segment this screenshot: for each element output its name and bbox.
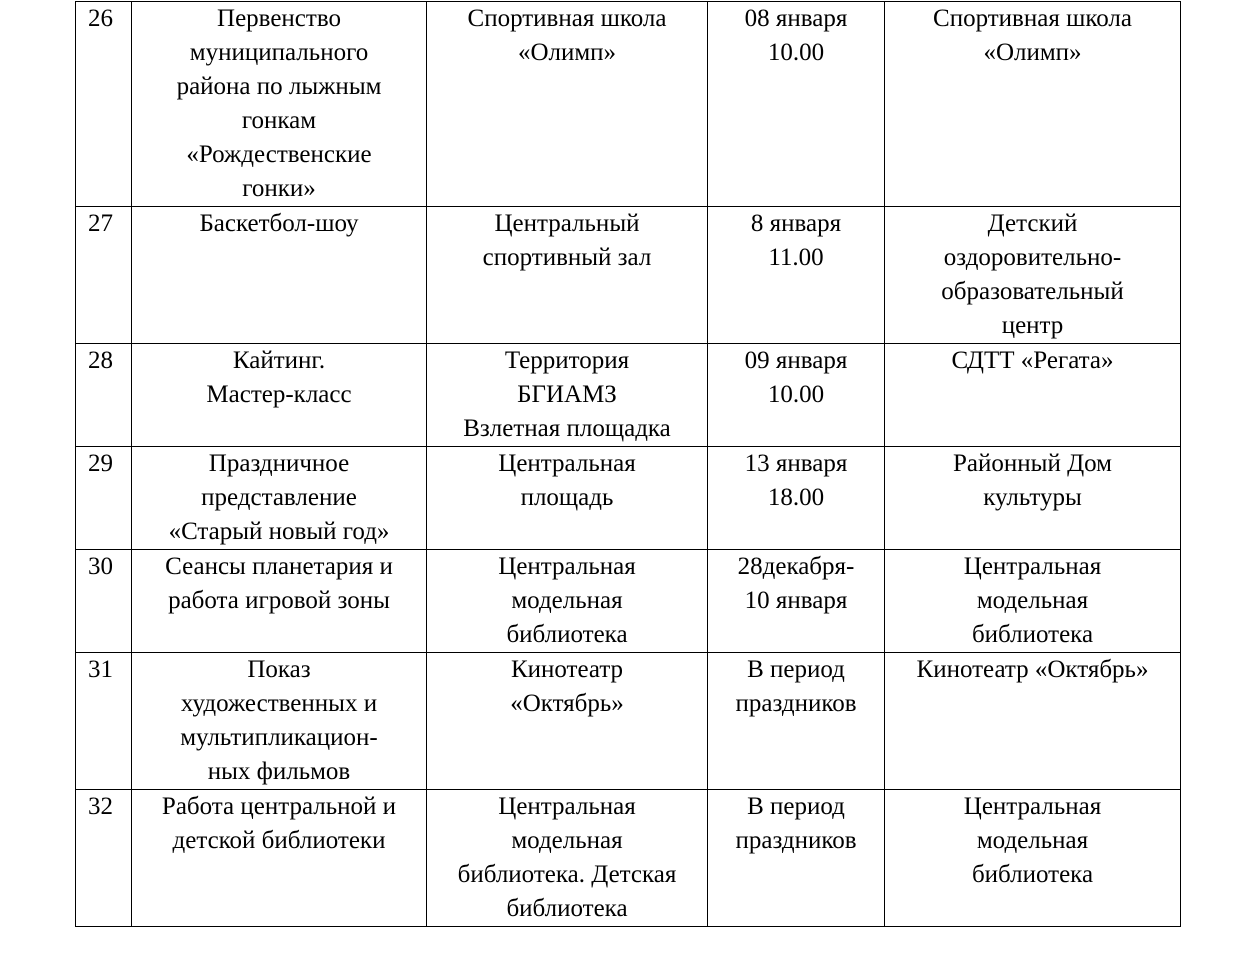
row-number: 28 [76, 344, 132, 447]
table-row [76, 550, 1181, 653]
event-name: Сеансы планетария и работа игровой зоны [132, 550, 427, 653]
table-row [76, 790, 1181, 927]
row-number: 27 [76, 207, 132, 344]
event-name: Кайтинг. Мастер-класс [132, 344, 427, 447]
event-place: Кинотеатр «Октябрь» [427, 653, 708, 790]
event-date: В период праздников [708, 790, 885, 927]
event-organizer: Центральная модельная библиотека [885, 550, 1181, 653]
table-row [76, 447, 1181, 550]
row-number: 31 [76, 653, 132, 790]
event-date: 08 января 10.00 [708, 2, 885, 207]
table-row [76, 207, 1181, 344]
event-name: Показ художественных и мультипликацион- ных фильмов [132, 653, 427, 790]
event-place: Спортивная школа «Олимп» [427, 2, 708, 207]
event-place: Центральная площадь [427, 447, 708, 550]
table-row [76, 344, 1181, 447]
row-number: 26 [76, 2, 132, 207]
event-name: Работа центральной и детской библиотеки [132, 790, 427, 927]
table-row [76, 2, 1181, 207]
row-number: 32 [76, 790, 132, 927]
event-place: Центральный спортивный зал [427, 207, 708, 344]
row-number: 29 [76, 447, 132, 550]
event-organizer: Спортивная школа «Олимп» [885, 2, 1181, 207]
events-table [75, 1, 1181, 927]
row-number: 30 [76, 550, 132, 653]
event-name: Первенство муниципального района по лыжным гонкам «Рождественские гонки» [132, 2, 427, 207]
event-date: 09 января 10.00 [708, 344, 885, 447]
event-date: 8 января 11.00 [708, 207, 885, 344]
event-date: 28декабря- 10 января [708, 550, 885, 653]
event-name: Баскетбол-шоу [132, 207, 427, 344]
event-organizer: Детский оздоровительно- образовательный центр [885, 207, 1181, 344]
event-organizer: Районный Дом культуры [885, 447, 1181, 550]
event-date: 13 января 18.00 [708, 447, 885, 550]
event-name: Праздничное представление «Старый новый год» [132, 447, 427, 550]
event-date: В период праздников [708, 653, 885, 790]
event-organizer: СДТТ «Регата» [885, 344, 1181, 447]
event-organizer: Кинотеатр «Октябрь» [885, 653, 1181, 790]
event-place: Центральная модельная библиотека [427, 550, 708, 653]
event-organizer: Центральная модельная библиотека [885, 790, 1181, 927]
event-place: Центральная модельная библиотека. Детская библиотека [427, 790, 708, 927]
table-row [76, 653, 1181, 790]
event-place: Территория БГИАМЗ Взлетная площадка [427, 344, 708, 447]
